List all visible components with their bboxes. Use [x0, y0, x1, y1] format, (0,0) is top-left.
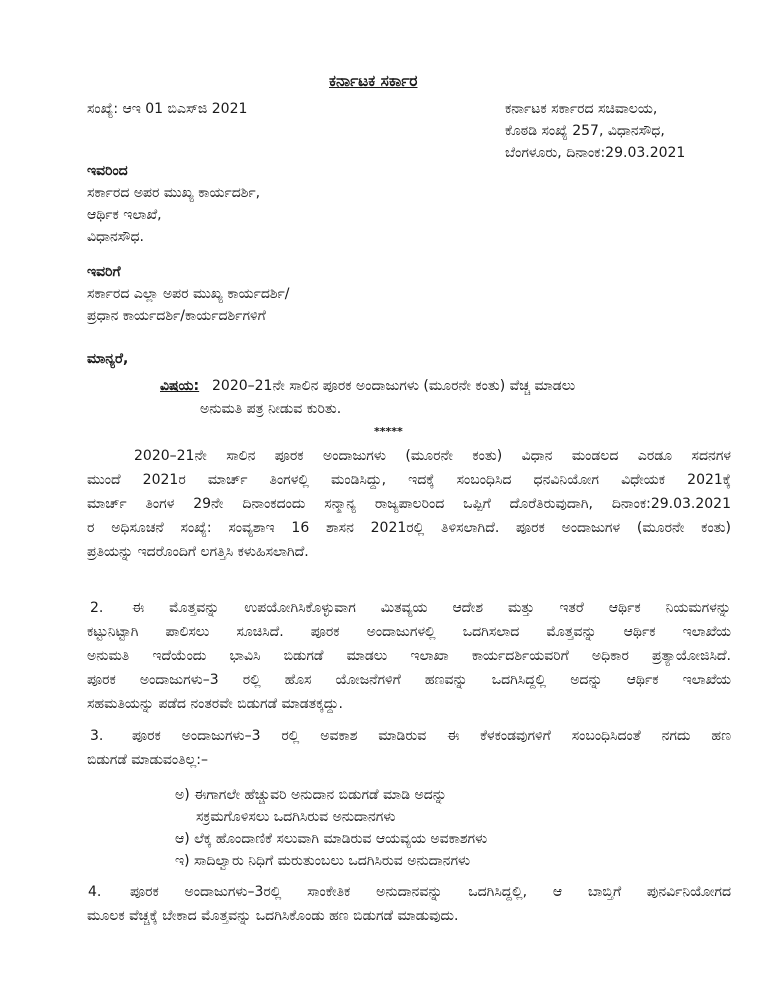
para3-line: ಪೂರಕ ಅಂದಾಜುಗಳು–3 ರಲ್ಲಿ ಅವಕಾಶ ಮಾಡಿರುವ ಈ ಕೆಳಕಂಡವುಗಳಿಗೆ ಸಂಬಂಧಿಸಿದಂತೆ ನಗದು ಹಣ: [132, 728, 731, 744]
para2-number: 2.: [90, 600, 104, 616]
para4-line: ಮೂಲಕ ವೆಚ್ಚಕ್ಕೆ ಬೇಕಾದ ಮೊತ್ತವನ್ನು ಒದಗಿಸಿಕೊಂಡು ಹಣ ಬಿಡುಗಡೆ ಮಾಡುವುದು.: [87, 908, 459, 924]
office-address-line: ಕರ್ನಾಟಕ ಸರ್ಕಾರದ ಸಚಿವಾಲಯ,: [505, 101, 658, 117]
subject-label: ವಿಷಯ:: [160, 378, 200, 394]
office-address-line: ಕೊಠಡಿ ಸಂಖ್ಯೆ 257, ವಿಧಾನಸೌಧ,: [505, 123, 665, 139]
to-line: ಸರ್ಕಾರದ ಎಲ್ಲಾ ಅಪರ ಮುಖ್ಯ ಕಾರ್ಯದರ್ಶಿ/: [87, 286, 290, 302]
list-item: ಅ) ಈಗಾಗಲೇ ಹೆಚ್ಚುವರಿ ಅನುದಾನ ಬಿಡುಗಡೆ ಮಾಡಿ ಅದನ್ನು: [175, 787, 447, 803]
para2-line: ಈ ಮೊತ್ತವನ್ನು ಉಪಯೋಗಿಸಿಕೊಳ್ಳುವಾಗ ಮಿತವ್ಯಯ ಆದೇಶ ಮತ್ತು ಇತರೆ ಆರ್ಥಿಕ ನಿಯಮಗಳನ್ನು: [132, 600, 731, 616]
para1-line: 2020–21ನೇ ಸಾಲಿನ ಪೂರಕ ಅಂದಾಜುಗಳು (ಮೂರನೇ ಕಂತು) ವಿಧಾನ ಮಂಡಲದ ಎರಡೂ ಸದನಗಳ: [134, 448, 731, 464]
para4-number: 4.: [88, 884, 102, 900]
para2-line: ಪೂರಕ ಅಂದಾಜುಗಳು–3 ರಲ್ಲಿ ಹೊಸ ಯೋಜನೆಗಳಿಗೆ ಹಣವನ್ನು ಒದಗಿಸಿದ್ದಲ್ಲಿ ಅದನ್ನು ಆರ್ಥಿಕ ಇಲಾಖೆಯ: [87, 672, 731, 688]
subject-line: ಅನುಮತಿ ಪತ್ರ ನೀಡುವ ಕುರಿತು.: [200, 401, 342, 417]
from-line: ಆರ್ಥಿಕ ಇಲಾಖೆ,: [87, 207, 162, 223]
para1-line: ಮುಂದೆ 2021ರ ಮಾರ್ಚ್ ತಿಂಗಳಲ್ಲಿ ಮಂಡಿಸಿದ್ದು, ಇದಕ್ಕೆ ಸಂಬಂಧಿಸಿದ ಧನವಿನಿಯೋಗ ವಿಧೇಯಕ 2021ಕ್ಕೆ: [87, 472, 731, 488]
separator: *****: [374, 425, 403, 438]
para2-line: ಕಟ್ಟುನಿಟ್ಟಾಗಿ ಪಾಲಿಸಲು ಸೂಚಿಸಿದೆ. ಪೂರಕ ಅಂದಾಜುಗಳಲ್ಲಿ ಒದಗಿಸಲಾದ ಮೊತ್ತವನ್ನು ಆರ್ಥಿಕ ಇಲಾಖೆಯ: [87, 624, 731, 640]
para2-line: ಸಹಮತಿಯನ್ನು ಪಡೆದ ನಂತರವೇ ಬಿಡುಗಡೆ ಮಾಡತಕ್ಕದ್ದು.: [87, 696, 343, 712]
list-item-continuation: ಸಕ್ರಮಗೊಳಿಸಲು ಒದಗಿಸಿರುವ ಅನುದಾನಗಳು: [196, 809, 396, 825]
list-item: ಇ) ಸಾದಿಲ್ವಾರು ನಿಧಿಗೆ ಮರುತುಂಬಲು ಒದಗಿಸಿರುವ ಅನುದಾನಗಳು: [175, 853, 471, 869]
para1-line: ರ ಅಧಿಸೂಚನೆ ಸಂಖ್ಯೆ: ಸಂವ್ಯಶಾಇ 16 ಶಾಸನ 2021ರಲ್ಲಿ ತಿಳಿಸಲಾಗಿದೆ. ಪೂರಕ ಅಂದಾಜುಗಳ (ಮೂರನೇ ಕಂತು): [87, 520, 731, 536]
para1-line: ಮಾರ್ಚ್ ತಿಂಗಳ 29ನೇ ದಿನಾಂಕದಂದು ಸನ್ಮಾನ್ಯ ರಾಜ್ಯಪಾಲರಿಂದ ಒಪ್ಪಿಗೆ ದೊರೆತಿರುವುದಾಗಿ, ದಿನಾಂಕ:29.03.2021: [87, 496, 731, 512]
para3-number: 3.: [90, 728, 104, 744]
from-line: ವಿಧಾನಸೌಧ.: [87, 229, 144, 245]
to-label: ಇವರಿಗೆ: [87, 264, 121, 280]
para3-line: ಬಿಡುಗಡೆ ಮಾಡುವಂತಿಲ್ಲ:–: [87, 752, 208, 768]
from-line: ಸರ್ಕಾರದ ಅಪರ ಮುಖ್ಯ ಕಾರ್ಯದರ್ಶಿ,: [87, 185, 261, 201]
to-line: ಪ್ರಧಾನ ಕಾರ್ಯದರ್ಶಿ/ಕಾರ್ಯದರ್ಶಿಗಳಿಗೆ: [87, 308, 266, 324]
para4-line: ಪೂರಕ ಅಂದಾಜುಗಳು–3ರಲ್ಲಿ ಸಾಂಕೇತಿಕ ಅನುದಾನವನ್ನು ಒದಗಿಸಿದ್ದಲ್ಲಿ, ಆ ಬಾಬ್ತಿಗೆ ಪುನರ್ವಿನಿಯೋಗದ: [130, 884, 731, 900]
reference-number: ಸಂಖ್ಯೆ: ಆಇ 01 ಬಿಎಸ್‌ಜಿ 2021: [87, 101, 248, 117]
para2-line: ಅನುಮತಿ ಇದೆಯೆಂದು ಭಾವಿಸಿ ಬಿಡುಗಡೆ ಮಾಡಲು ಇಲಾಖಾ ಕಾರ್ಯದರ್ಶಿಯವರಿಗೆ ಅಧಿಕಾರ ಪ್ರತ್ಯಾಯೋಜಿಸಿದೆ.: [87, 648, 731, 664]
para1-line: ಪ್ರತಿಯನ್ನು ಇದರೊಂದಿಗೆ ಲಗತ್ತಿಸಿ ಕಳುಹಿಸಲಾಗಿದೆ.: [87, 544, 309, 560]
from-label: ಇವರಿಂದ: [87, 163, 128, 179]
salutation: ಮಾನ್ಯರೆ,: [87, 351, 129, 367]
subject-line: 2020–21ನೇ ಸಾಲಿನ ಪೂರಕ ಅಂದಾಜುಗಳು (ಮೂರನೇ ಕಂತು) ವೆಚ್ಚ ಮಾಡಲು: [212, 378, 576, 394]
document-title: ಕರ್ನಾಟಕ ಸರ್ಕಾರ: [329, 72, 418, 90]
list-item: ಆ) ಲೆಕ್ಕ ಹೊಂದಾಣಿಕೆ ಸಲುವಾಗಿ ಮಾಡಿರುವ ಆಯವ್ಯಯ ಅವಕಾಶಗಳು: [175, 831, 488, 847]
office-address-date: ಬೆಂಗಳೂರು, ದಿನಾಂಕ:29.03.2021: [505, 145, 686, 161]
